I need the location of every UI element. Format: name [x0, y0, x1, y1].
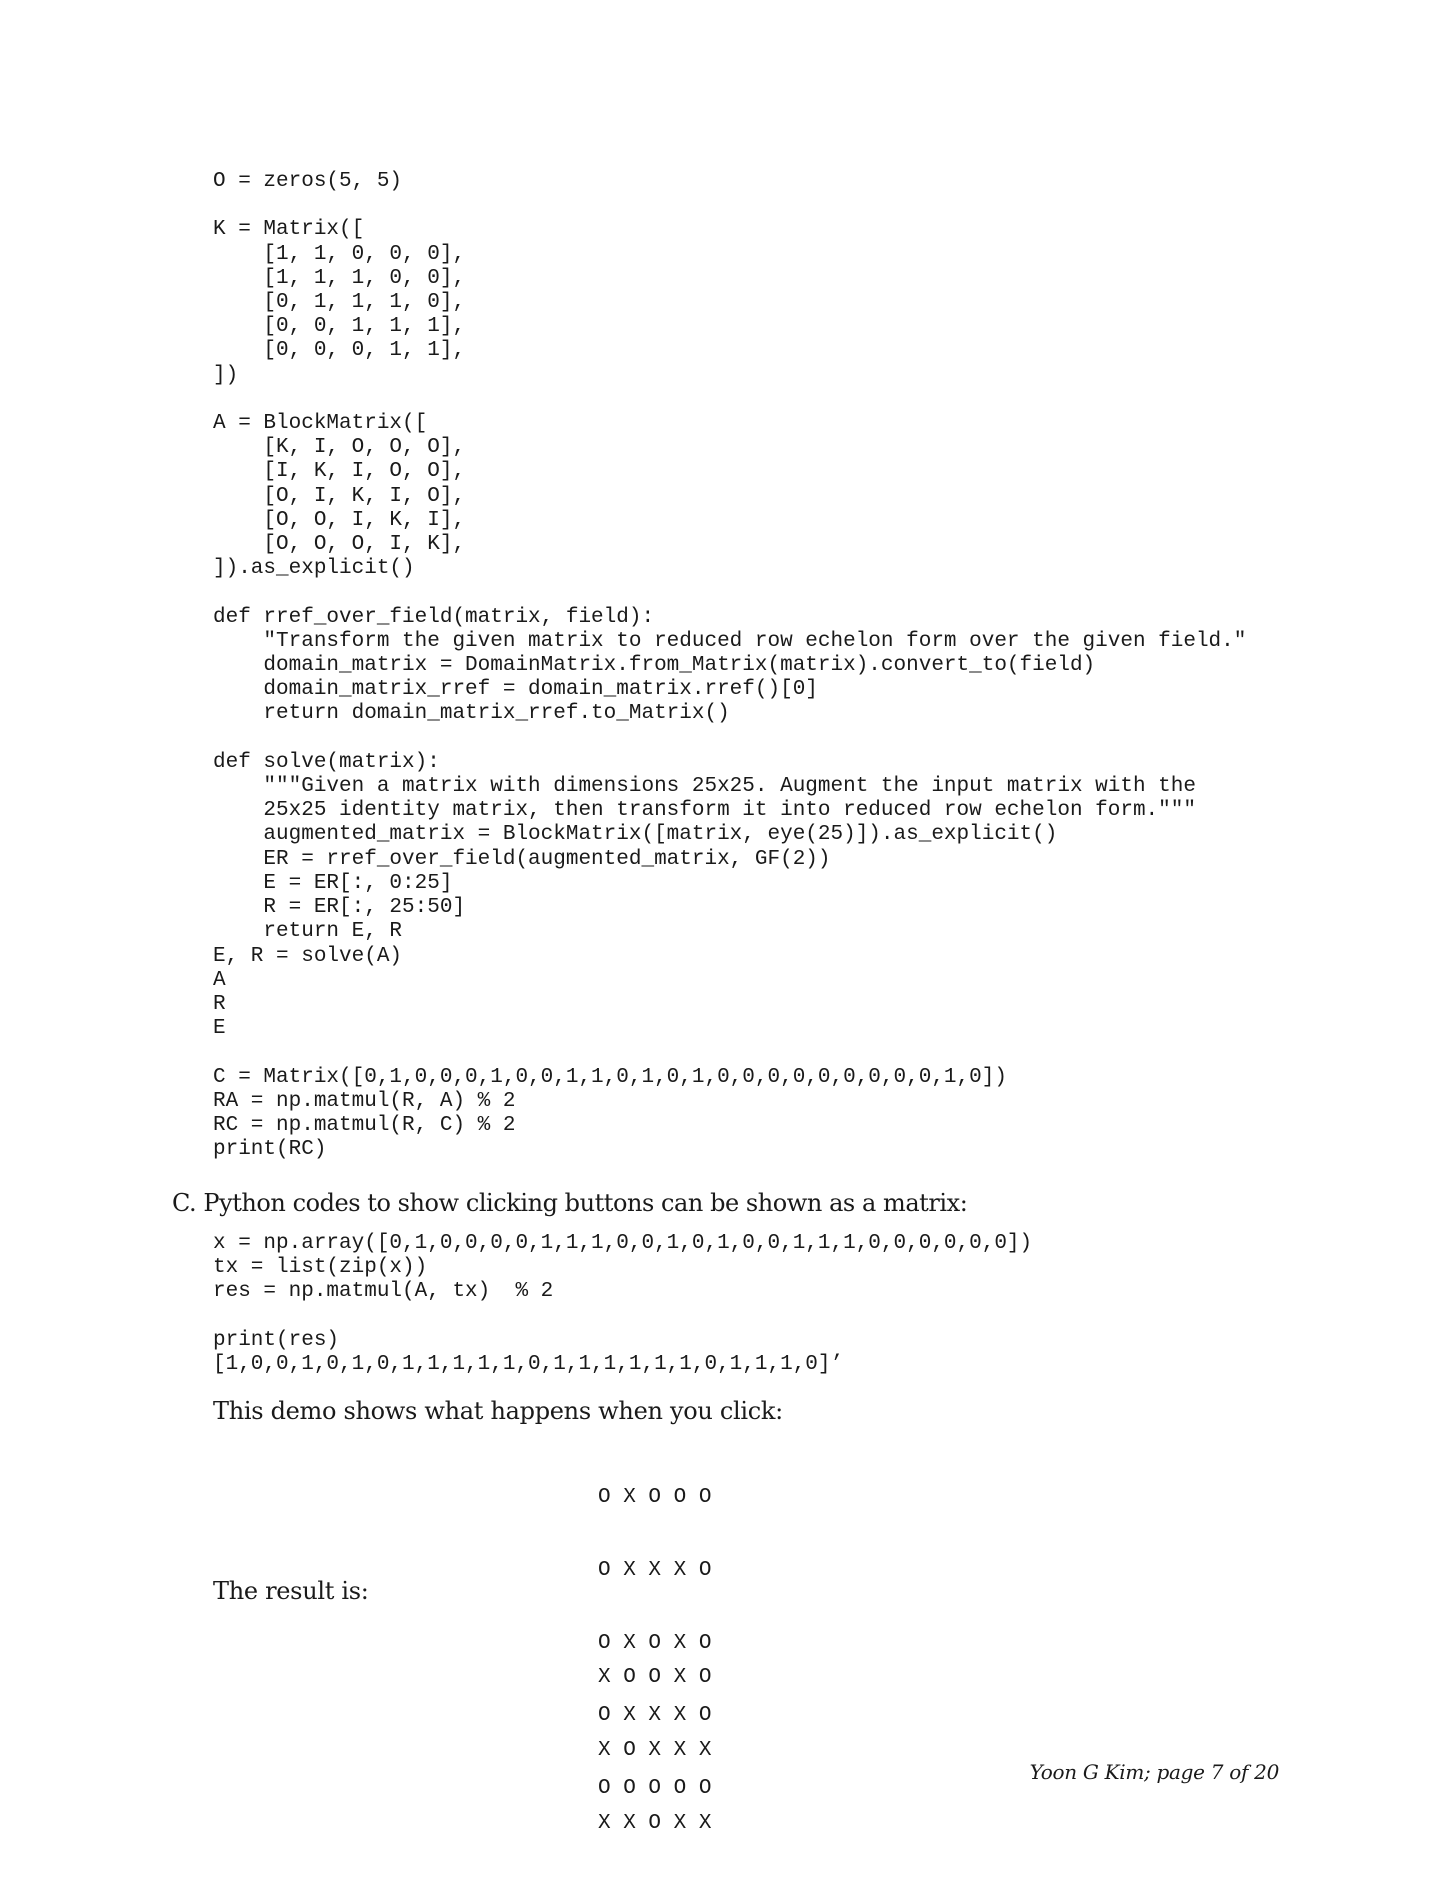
grid-row: O X O X O [598, 1631, 712, 1655]
result-caption: The result is: [213, 1577, 369, 1605]
grid-row: O X X X O [598, 1559, 712, 1582]
grid-row: O X X X O [598, 1704, 712, 1728]
grid-row: O X O O O [598, 1486, 712, 1510]
grid-row: X X O X X [598, 1811, 712, 1835]
grid-row: X O O X O [598, 1666, 712, 1690]
grid-row: O O O O O [598, 1776, 712, 1800]
code-block-click-matrix: x = np.array([0,1,0,0,0,0,1,1,1,0,0,1,0,1,0,0,1,1,1,0,0,0,0,0,0]) tx = list(zip(x)) res = np.matmul(A, tx) % 2 print(res) [1,0,0,1,0,1,0,1,1,1,1,1,0,1,1,1,1,1,1,0,1,1,1,0]’ [213, 1232, 1033, 1377]
result-grid [598, 1618, 711, 1860]
grid-row: X O X X X [598, 1739, 712, 1762]
page-footer: Yoon G Kim; page 7 of 20 [1029, 1760, 1279, 1784]
section-heading: C. Python codes to show clicking buttons can be shown as a matrix: [172, 1189, 968, 1217]
demo-caption: This demo shows what happens when you click: [213, 1397, 783, 1425]
code-block-lights-out-setup: O = zeros(5, 5) K = Matrix([ [1, 1, 0, 0, 0], [1, 1, 1, 0, 0], [0, 1, 1, 1, 0], [0, 0, 1, 1, 1], [0, 0, 0, 1, 1], ]) A = BlockMatrix([ [K, I, O, O, O], [I, K, I, O, O], [O, I, K, I, O], [O, O, I, K, I], [O, O, O, I, K], ]).as_explicit() def rref_over_field(matrix, field): "Transform the given matrix to reduced row echelon form over the given field." domain_matrix = DomainMatrix.from_Matrix(matrix).convert_to(field) domain_matrix_rref = domain_matrix.rref()[0] return domain_matrix_rref.to_Matrix() def solve(matrix): """Given a matrix with dimensions 25x25. Augment the input matrix with the 25x25 identity matrix, then transform it into reduced row echelon form.""" augmented_matrix = BlockMatrix([matrix, eye(25)]).as_explicit() ER = rref_over_field(augmented_matrix, GF(2)) E = ER[:, 0:25] R = ER[:, 25:50] return E, R E, R = solve(A) A R E C = Matrix([0,1,0,0,0,1,0,0,1,1,0,1,0,1,0,0,0,0,0,0,0,0,0,1,0]) RA = np.matmul(R, A) % 2 RC = np.matmul(R, C) % 2 print(RC) [213, 170, 1247, 1162]
